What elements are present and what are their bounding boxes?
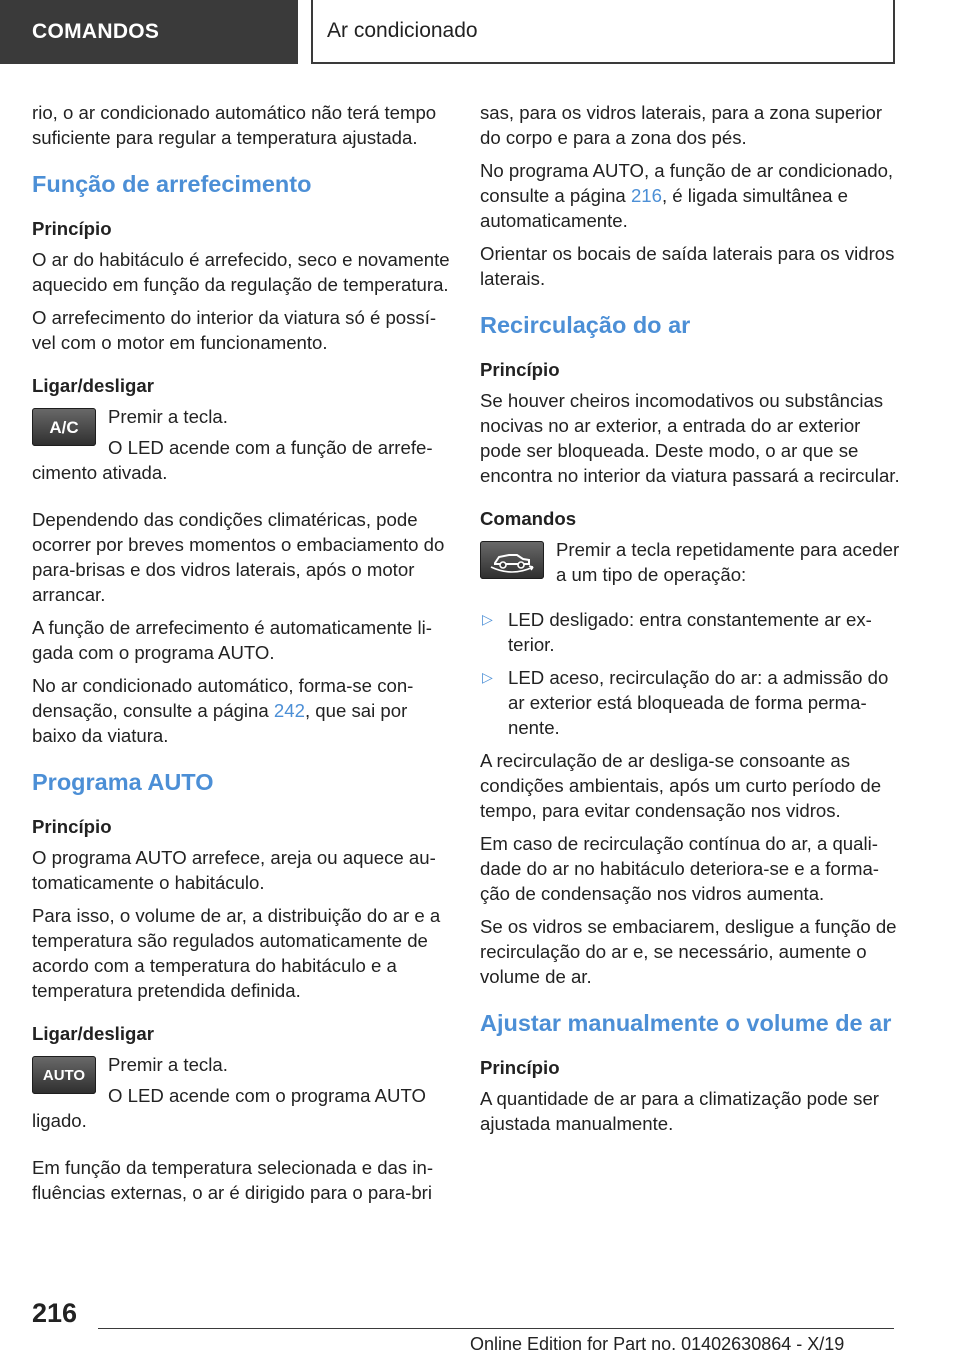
right-column bbox=[480, 100, 900, 1144]
recirc-button-block bbox=[480, 537, 900, 595]
right-cont2 bbox=[480, 158, 900, 233]
car-recirculation-icon bbox=[487, 547, 537, 573]
ac-button-block bbox=[32, 404, 452, 493]
recirc-p4: Se os vidros se embaciarem, desligue a função de recirculação do ar e, se necessário, aumente o volume de ar. bbox=[480, 916, 897, 987]
recirc-principle-heading: Princípio bbox=[480, 359, 560, 380]
auto-press-text: Premir a tecla. bbox=[108, 1054, 228, 1075]
recirc-press-text: Premir a tecla repetidamente para aceder a um tipo de operação: bbox=[556, 539, 900, 585]
auto-heading: Programa AUTO bbox=[32, 769, 214, 795]
ac-button-label: A/C bbox=[49, 417, 79, 437]
auto-p2: Para isso, o volume de ar, a distribuição do ar e a temperatura são regulados automaticamente de acordo com a temperatura do habitáculo e a temperatura pretendida definida. bbox=[32, 905, 441, 1001]
auto-principle-heading: Princípio bbox=[32, 816, 112, 837]
page-number: 216 bbox=[32, 1298, 78, 1328]
auto-onoff-heading: Ligar/desligar bbox=[32, 1023, 154, 1044]
left-column bbox=[32, 100, 452, 1213]
right-cont3: Orientar os bocais de saída laterais para os vidros laterais. bbox=[480, 243, 895, 289]
list-item bbox=[480, 665, 900, 740]
ac-press-text: Premir a tecla. bbox=[108, 406, 228, 427]
cooling-p3: Dependendo das condições climatéricas, pode ocorrer por breves momentos o embaciamento do para-brisas e dos vidros laterais, após o motor arrancar. bbox=[32, 509, 445, 605]
list-item bbox=[480, 607, 900, 657]
recirc-controls-heading: Comandos bbox=[480, 508, 577, 529]
page-link-242[interactable]: 242 bbox=[273, 700, 305, 721]
footer-divider bbox=[98, 1328, 894, 1329]
recirc-bullet-list bbox=[480, 607, 900, 740]
right-cont2-b: , é ligada simultânea e automaticamente. bbox=[480, 185, 849, 231]
cooling-p5-b: , que sai por baixo da viatura. bbox=[32, 700, 408, 746]
cooling-p5 bbox=[32, 673, 452, 748]
recirc-p2: A recirculação de ar desliga-se consoante as condições ambientais, após um curto período de tempo, para evitar condensação nos vidros. bbox=[480, 750, 882, 821]
cooling-principle-heading: Princípio bbox=[32, 218, 112, 239]
cooling-heading: Função de arrefecimento bbox=[32, 171, 312, 197]
page-header bbox=[0, 0, 960, 66]
triangle-bullet-icon: ▷ bbox=[482, 669, 493, 685]
triangle-bullet-icon: ▷ bbox=[482, 611, 493, 627]
page-link-216[interactable]: 216 bbox=[630, 185, 662, 206]
cooling-p1: O ar do habitáculo é arrefecido, seco e novamente aquecido em função da regulação de temperatura. bbox=[32, 249, 450, 295]
auto-led-text: O LED acende com o programa AUTO ligado. bbox=[32, 1085, 426, 1131]
auto-button-block bbox=[32, 1052, 452, 1141]
recirculation-icon bbox=[480, 541, 544, 579]
right-cont1: sas, para os vidros laterais, para a zona superior do corpo e para a zona dos pés. bbox=[480, 102, 883, 148]
auto-button-icon bbox=[32, 1056, 96, 1094]
bullet-text: LED aceso, recirculação do ar: a admissão do ar exterior está bloqueada de forma permanente. bbox=[508, 667, 889, 738]
bullet-text: LED desligado: entra constantemente ar exterior. bbox=[508, 609, 872, 655]
recirc-p1: Se houver cheiros incomodativos ou substâncias nocivas no ar exterior, a entrada do ar exterior pode ser bloqueada. Deste modo, o ar que se encontra no interior da viatura passará a recircular. bbox=[480, 390, 900, 486]
right-cont2-a: No programa AUTO, a função de ar condicionado, consulte a página bbox=[480, 160, 894, 206]
volume-p1: A quantidade de ar para a climatização pode ser ajustada manualmente. bbox=[480, 1088, 879, 1134]
recirc-p3: Em caso de recirculação contínua do ar, a qualidade do ar no habitáculo deteriora-se e a formação de condensação nos vidros aumenta. bbox=[480, 833, 879, 904]
recirc-heading: Recirculação do ar bbox=[480, 312, 691, 338]
cooling-p5-a: No ar condicionado automático, forma-se condensação, consulte a página bbox=[32, 675, 414, 721]
auto-p1: O programa AUTO arrefece, areja ou aquece automaticamente o habitáculo. bbox=[32, 847, 436, 893]
cooling-p2: O arrefecimento do interior da viatura só é possível com o motor em funcionamento. bbox=[32, 307, 437, 353]
intro-paragraph: rio, o ar condicionado automático não terá tempo suficiente para regular a temperatura ajustada. bbox=[32, 102, 437, 148]
volume-heading: Ajustar manualmente o volume de ar bbox=[480, 1010, 892, 1036]
edition-text: Online Edition for Part no. 01402630864 - X/19 bbox=[470, 1334, 845, 1354]
chapter-title: Ar condicionado bbox=[311, 0, 895, 64]
cooling-p4: A função de arrefecimento é automaticamente ligada com o programa AUTO. bbox=[32, 617, 432, 663]
ac-button-icon bbox=[32, 408, 96, 446]
auto-button-label: AUTO bbox=[42, 1066, 86, 1084]
ac-led-text: O LED acende com a função de arrefecimento ativada. bbox=[32, 437, 433, 483]
auto-p3: Em função da temperatura selecionada e das influências externas, o ar é dirigido para o para-bri bbox=[32, 1157, 434, 1203]
volume-principle-heading: Princípio bbox=[480, 1057, 560, 1078]
cooling-onoff-heading: Ligar/desligar bbox=[32, 375, 154, 396]
section-label: COMANDOS bbox=[0, 0, 298, 64]
